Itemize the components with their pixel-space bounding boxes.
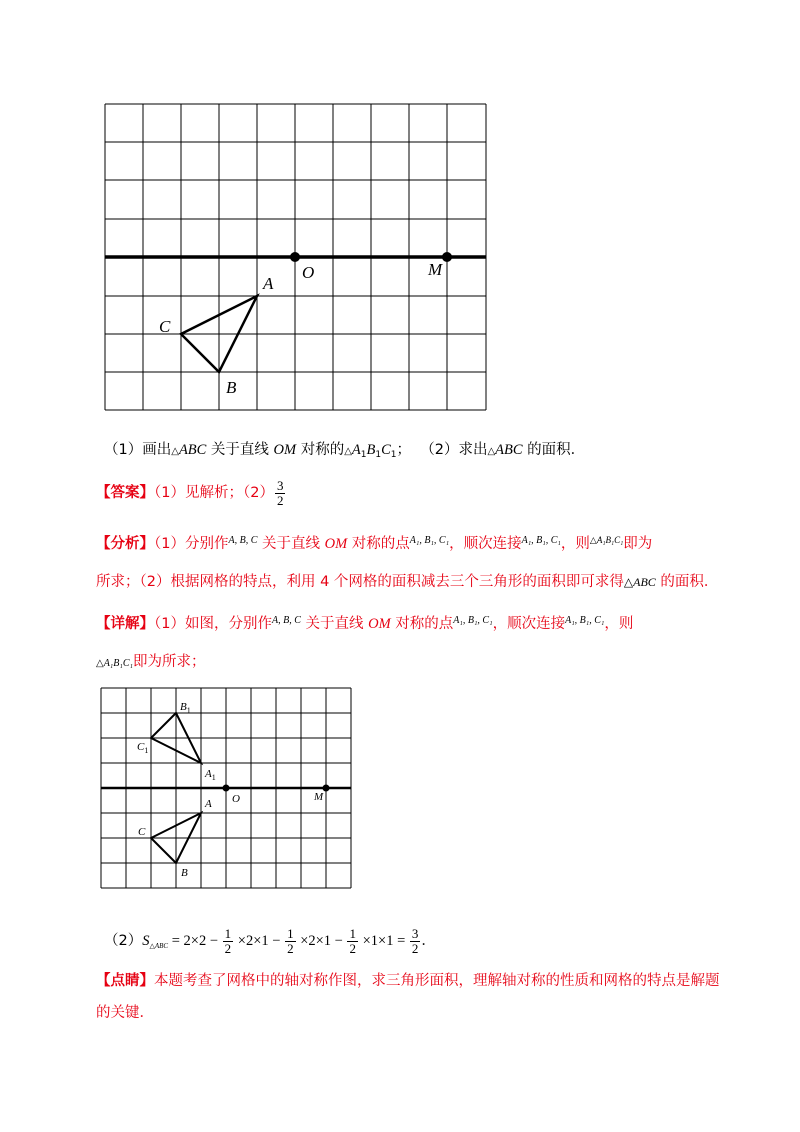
label-a: A	[205, 798, 212, 810]
points-a1b1c1: A₁, B₁, C₁	[453, 615, 493, 626]
solution-prefix: （2）	[104, 933, 143, 949]
question-part1-mid2: 对称的	[296, 442, 345, 458]
points-a1b1c1: A₁, B₁, C₁	[409, 535, 450, 546]
area-symbol: S	[142, 933, 150, 949]
triangle-abc-text: △ABC	[623, 575, 656, 589]
analysis-text: 关于直线	[257, 536, 325, 552]
equation-part: ×1×1 =	[358, 933, 409, 949]
triangle-symbol: △	[344, 446, 352, 457]
triangle-a1b1c1: △A₁B₁C₁	[589, 535, 624, 545]
fraction-numerator: 3	[276, 477, 284, 493]
fraction-half	[223, 927, 234, 956]
triangle-symbol: △	[171, 446, 179, 457]
comment-text: 本题考查了网格中的轴对称作图，求三角形面积，理解轴对称的性质和网格的特点是解题	[154, 973, 720, 989]
analysis-text: 对称的点	[347, 536, 410, 552]
detail-label: 【详解】	[96, 616, 154, 632]
analysis-text: （1）分别作	[154, 536, 229, 552]
b1-letter: B	[366, 442, 376, 458]
label-c: C	[159, 317, 171, 336]
abc-text: ABC	[495, 442, 523, 458]
point-o	[223, 785, 230, 792]
label-m: M	[314, 791, 324, 803]
label-o: O	[232, 793, 240, 805]
answer-fraction	[275, 479, 286, 508]
points-a1b1c1: A₁, B₁, C₁	[521, 535, 561, 546]
label-b: B	[181, 867, 188, 879]
detail-text: ，则	[604, 616, 634, 632]
fraction-half	[285, 927, 296, 956]
detail-line-2	[96, 652, 206, 674]
c1-letter: C	[381, 442, 391, 458]
triangle-a1b1c1: △A₁B₁C₁	[96, 658, 134, 669]
points-a1b1c1: A₁, B₁, C₁	[565, 615, 605, 626]
fraction-denominator: 2	[411, 940, 419, 956]
fraction-numerator: 1	[224, 925, 232, 941]
points-abc: A, B, C	[271, 615, 301, 626]
equation-part: ×2×1 −	[296, 933, 347, 949]
label-a: A	[263, 274, 274, 293]
question-part1-end: ；	[396, 442, 412, 458]
analysis-text: 所求；（2）根据网格的特点，利用 4 个网格的面积减去三个三角形的面积即可求得	[96, 574, 624, 590]
detail-text: 即为所求；	[133, 654, 206, 670]
figure-1-grid	[95, 95, 505, 425]
subscript-one: 1	[375, 450, 382, 460]
point-m	[323, 785, 330, 792]
fraction-denominator: 2	[287, 940, 294, 956]
om-text: OM	[324, 536, 348, 552]
comment-line-2	[96, 1003, 154, 1023]
comment-text: 的关键．	[96, 1005, 154, 1021]
detail-text: （1）如图，分别作	[154, 616, 272, 632]
equation-part: ×2×1 −	[234, 933, 285, 949]
fraction-numerator: 1	[287, 925, 294, 941]
fraction-denominator: 2	[276, 492, 284, 508]
equation-end: ．	[421, 933, 436, 949]
label-c: C	[138, 826, 146, 838]
analysis-text: 的面积．	[655, 574, 719, 590]
solution-2	[104, 924, 436, 963]
a1-letter: A	[351, 442, 361, 458]
om-text: OM	[273, 442, 297, 458]
question-part1-mid: 关于直线	[206, 442, 274, 458]
label-c1: $C_1$	[137, 741, 149, 755]
fraction-denominator: 2	[224, 940, 232, 956]
label-b: B	[226, 378, 237, 397]
comment-label: 【点睛】	[96, 973, 154, 989]
point-m	[442, 252, 452, 262]
analysis-line-2	[96, 572, 718, 592]
fraction-denominator: 2	[349, 940, 356, 956]
subscript-one: 1	[390, 450, 397, 460]
om-text: OM	[368, 616, 391, 632]
subscript-one: 1	[360, 450, 367, 460]
fraction-three-halves	[410, 927, 421, 956]
detail-text: 对称的点	[390, 616, 454, 632]
label-a1: $A_1$	[205, 768, 216, 782]
analysis-text: ，则	[560, 536, 590, 552]
point-o	[290, 252, 300, 262]
analysis-text: ，顺次连接	[449, 536, 522, 552]
equation-part: = 2×2 −	[168, 933, 222, 949]
triangle-symbol: △	[487, 446, 496, 457]
answer-label: 【答案】	[96, 485, 154, 501]
fraction-half	[347, 927, 358, 956]
question	[104, 440, 585, 465]
question-part2: （2）求出	[420, 442, 488, 458]
analysis-label: 【分析】	[96, 536, 154, 552]
analysis-text: 即为	[623, 536, 653, 552]
question-part1-prefix: （1）画出	[104, 442, 172, 458]
figure-2-grid	[95, 680, 360, 895]
answer-line	[96, 478, 286, 508]
analysis-line-1	[96, 530, 652, 554]
comment-line-1	[96, 971, 720, 991]
fraction-numerator: 1	[349, 925, 356, 941]
fraction-numerator: 3	[411, 925, 419, 941]
area-subscript: △ABC	[149, 942, 169, 950]
label-m: M	[428, 260, 443, 279]
label-b1: $B_1$	[180, 701, 191, 715]
question-part2-end: 的面积．	[522, 442, 586, 458]
detail-text: ，顺次连接	[492, 616, 566, 632]
answer-text: （1）见解析；（2）	[154, 485, 274, 501]
detail-line-1	[96, 611, 633, 634]
points-abc: A, B, C	[228, 535, 258, 546]
abc-text: ABC	[178, 442, 207, 458]
detail-text: 关于直线	[300, 616, 369, 632]
label-o: O	[302, 263, 315, 282]
